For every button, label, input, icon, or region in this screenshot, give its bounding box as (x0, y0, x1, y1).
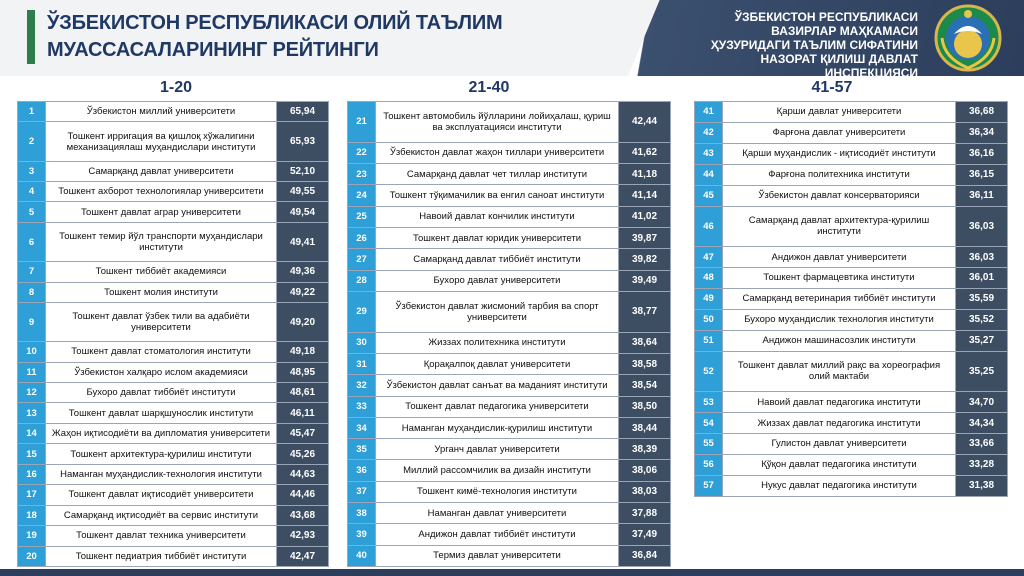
table-row (18, 444, 329, 464)
score-cell: 41,18 (619, 164, 671, 185)
rank-cell: 53 (695, 392, 723, 413)
institution-name: Тошкент давлат ўзбек тили ва адабиёти университети (46, 302, 277, 341)
table-row (18, 464, 329, 484)
table-row (695, 122, 1008, 143)
rank-cell: 24 (348, 185, 376, 206)
score-cell: 52,10 (277, 161, 329, 181)
score-cell: 65,93 (277, 122, 329, 161)
score-cell: 39,49 (619, 270, 671, 291)
institution-name: Тошкент давлат миллий рақс ва хореография олий мактаби (723, 351, 956, 391)
table-row (18, 403, 329, 423)
institution-name: Наманган муҳандислик-технология институти (46, 464, 277, 484)
institution-name: Жаҳон иқтисодиёти ва дипломатия университети (46, 423, 277, 443)
rank-cell: 25 (348, 206, 376, 227)
ranking-table-41-57 (694, 101, 1008, 497)
score-cell: 49,36 (277, 262, 329, 282)
state-emblem-icon (934, 4, 1002, 72)
score-cell: 37,88 (619, 503, 671, 524)
table-row (18, 202, 329, 222)
institution-name: Қўқон давлат педагогика институти (723, 454, 956, 475)
rank-cell: 46 (695, 206, 723, 246)
institution-name: Самарқанд давлат тиббиёт институти (376, 249, 619, 270)
title-accent-bar (27, 10, 35, 64)
rank-cell: 6 (18, 222, 46, 261)
institution-name: Ўзбекистон давлат жисмоний тарбия ва спорт университети (376, 291, 619, 332)
ranking-table-21-40 (347, 101, 671, 567)
rank-cell: 54 (695, 413, 723, 434)
table-row (18, 423, 329, 443)
table-row (695, 330, 1008, 351)
score-cell: 31,38 (956, 475, 1008, 496)
score-cell: 38,58 (619, 354, 671, 375)
score-cell: 34,34 (956, 413, 1008, 434)
institution-name: Ўзбекистон халқаро ислом академияси (46, 362, 277, 382)
rank-cell: 2 (18, 122, 46, 161)
table-row (348, 142, 671, 163)
table-row (348, 439, 671, 460)
table-row (18, 161, 329, 181)
score-cell: 43,68 (277, 505, 329, 525)
score-cell: 38,39 (619, 439, 671, 460)
table-row (695, 454, 1008, 475)
institution-name: Тошкент давлат стоматология институти (46, 342, 277, 362)
rank-cell: 4 (18, 182, 46, 202)
table-row (348, 164, 671, 185)
rank-cell: 41 (695, 102, 723, 123)
institution-name: Самарқанд давлат архитектура-қурилиш институти (723, 206, 956, 246)
institution-name: Бухоро давлат тиббиёт институти (46, 383, 277, 403)
institution-name: Бухоро давлат университети (376, 270, 619, 291)
score-cell: 38,06 (619, 460, 671, 481)
rank-cell: 39 (348, 524, 376, 545)
rank-cell: 44 (695, 164, 723, 185)
rank-cell: 57 (695, 475, 723, 496)
rank-cell: 50 (695, 309, 723, 330)
table-row (18, 122, 329, 161)
rank-cell: 1 (18, 102, 46, 122)
institution-name: Наманган муҳандислик-қурилиш институти (376, 417, 619, 438)
score-cell: 39,82 (619, 249, 671, 270)
institution-name: Ўзбекистон давлат жаҳон тиллари университети (376, 142, 619, 163)
rank-cell: 20 (18, 546, 46, 566)
rank-cell: 52 (695, 351, 723, 391)
score-cell: 38,64 (619, 332, 671, 353)
institution-name: Самарқанд давлат чет тиллар институти (376, 164, 619, 185)
score-cell: 65,94 (277, 102, 329, 122)
table-row (348, 228, 671, 249)
institution-name: Наманган давлат университети (376, 503, 619, 524)
rank-cell: 16 (18, 464, 46, 484)
score-cell: 38,03 (619, 481, 671, 502)
rank-cell: 45 (695, 185, 723, 206)
table-row (18, 222, 329, 261)
table-row (695, 475, 1008, 496)
table-row (695, 206, 1008, 246)
rank-cell: 49 (695, 288, 723, 309)
rank-cell: 19 (18, 526, 46, 546)
table-row (18, 526, 329, 546)
score-cell: 34,70 (956, 392, 1008, 413)
table-row (348, 460, 671, 481)
institution-name: Тошкент тиббиёт академияси (46, 262, 277, 282)
score-cell: 49,20 (277, 302, 329, 341)
rank-cell: 55 (695, 434, 723, 455)
table-row (695, 247, 1008, 268)
score-cell: 49,54 (277, 202, 329, 222)
rank-cell: 21 (348, 102, 376, 143)
rank-cell: 29 (348, 291, 376, 332)
score-cell: 36,16 (956, 143, 1008, 164)
table-row (695, 143, 1008, 164)
score-cell: 33,28 (956, 454, 1008, 475)
table-row (18, 546, 329, 566)
score-cell: 39,87 (619, 228, 671, 249)
institution-name: Тошкент давлат шарқшунослик институти (46, 403, 277, 423)
rank-cell: 7 (18, 262, 46, 282)
table-row (695, 288, 1008, 309)
rank-cell: 3 (18, 161, 46, 181)
page-title: ЎЗБЕКИСТОН РЕСПУБЛИКАСИ ОЛИЙ ТАЪЛИМ МУАССАСАЛАРИНИНГ РЕЙТИНГИ (47, 12, 503, 61)
score-cell: 36,03 (956, 206, 1008, 246)
table-row (695, 392, 1008, 413)
score-cell: 36,34 (956, 122, 1008, 143)
column-heading-1: 1-20 (159, 79, 193, 96)
institution-name: Қарши давлат университети (723, 102, 956, 123)
table-row (18, 302, 329, 341)
score-cell: 45,47 (277, 423, 329, 443)
institution-name: Қарши муҳандислик - иқтисодиёт институти (723, 143, 956, 164)
rank-cell: 40 (348, 545, 376, 566)
institution-name: Тошкент автомобиль йўлларини лойиҳалаш, қуриш ва эксплуатацияси институти (376, 102, 619, 143)
score-cell: 44,46 (277, 485, 329, 505)
rank-cell: 26 (348, 228, 376, 249)
institution-name: Ўзбекистон миллий университети (46, 102, 277, 122)
institution-name: Тошкент ирригация ва қишлоқ хўжалигини механизациялаш муҳандислари институти (46, 122, 277, 161)
column-heading-2: 21-40 (468, 79, 510, 96)
table-row (348, 206, 671, 227)
institution-name: Тошкент архитектура-қурилиш институти (46, 444, 277, 464)
rank-cell: 51 (695, 330, 723, 351)
rank-cell: 17 (18, 485, 46, 505)
rank-cell: 34 (348, 417, 376, 438)
score-cell: 37,49 (619, 524, 671, 545)
rank-cell: 35 (348, 439, 376, 460)
institution-name: Тошкент фармацевтика институти (723, 268, 956, 289)
institution-name: Тошкент давлат юридик университети (376, 228, 619, 249)
table-row (348, 102, 671, 143)
institution-name: Миллий рассомчилик ва дизайн институти (376, 460, 619, 481)
score-cell: 44,63 (277, 464, 329, 484)
institution-name: Самарқанд иқтисодиёт ва сервис институти (46, 505, 277, 525)
score-cell: 36,03 (956, 247, 1008, 268)
score-cell: 42,93 (277, 526, 329, 546)
institution-name: Тошкент давлат педагогика университети (376, 396, 619, 417)
table-row (348, 481, 671, 502)
rank-cell: 18 (18, 505, 46, 525)
score-cell: 36,68 (956, 102, 1008, 123)
table-row (348, 396, 671, 417)
score-cell: 42,47 (277, 546, 329, 566)
score-cell: 49,22 (277, 282, 329, 302)
rank-cell: 13 (18, 403, 46, 423)
score-cell: 38,77 (619, 291, 671, 332)
score-cell: 41,02 (619, 206, 671, 227)
table-row (18, 282, 329, 302)
table-row (348, 545, 671, 566)
rank-cell: 27 (348, 249, 376, 270)
rank-cell: 10 (18, 342, 46, 362)
rank-cell: 9 (18, 302, 46, 341)
table-row (348, 185, 671, 206)
score-cell: 33,66 (956, 434, 1008, 455)
table-row (18, 262, 329, 282)
institution-name: Тошкент темир йўл транспорти муҳандислари институти (46, 222, 277, 261)
score-cell: 48,61 (277, 383, 329, 403)
table-row (18, 383, 329, 403)
institution-name: Навоий давлат кончилик институти (376, 206, 619, 227)
score-cell: 35,25 (956, 351, 1008, 391)
score-cell: 38,54 (619, 375, 671, 396)
footer-band (0, 569, 1024, 576)
institution-name: Гулистон давлат университети (723, 434, 956, 455)
institution-name: Фарғона давлат университети (723, 122, 956, 143)
rank-cell: 38 (348, 503, 376, 524)
rank-cell: 12 (18, 383, 46, 403)
table-row (348, 291, 671, 332)
institution-name: Тошкент ахборот технологиялар университети (46, 182, 277, 202)
table-row (695, 185, 1008, 206)
score-cell: 38,44 (619, 417, 671, 438)
table-row (18, 342, 329, 362)
score-cell: 48,95 (277, 362, 329, 382)
rank-cell: 42 (695, 122, 723, 143)
agency-name: ЎЗБЕКИСТОН РЕСПУБЛИКАСИ ВАЗИРЛАР МАҲКАМАСИ ҲУЗУРИДАГИ ТАЪЛИМ СИФАТИНИ НАЗОРАТ ҚИЛИШ ДАВЛАТ ИНСПЕКЦИЯСИ (710, 10, 918, 80)
score-cell: 35,52 (956, 309, 1008, 330)
rank-cell: 43 (695, 143, 723, 164)
institution-name: Андижон давлат университети (723, 247, 956, 268)
table-row (348, 417, 671, 438)
rank-cell: 8 (18, 282, 46, 302)
rank-cell: 15 (18, 444, 46, 464)
rank-cell: 56 (695, 454, 723, 475)
score-cell: 36,84 (619, 545, 671, 566)
table-row (695, 268, 1008, 289)
rank-cell: 11 (18, 362, 46, 382)
score-cell: 41,62 (619, 142, 671, 163)
table-row (348, 503, 671, 524)
score-cell: 45,26 (277, 444, 329, 464)
institution-name: Тошкент молия институти (46, 282, 277, 302)
rank-cell: 14 (18, 423, 46, 443)
score-cell: 36,11 (956, 185, 1008, 206)
rank-cell: 22 (348, 142, 376, 163)
rank-cell: 37 (348, 481, 376, 502)
table-row (18, 505, 329, 525)
institution-name: Андижон давлат тиббиёт институти (376, 524, 619, 545)
rank-cell: 32 (348, 375, 376, 396)
institution-name: Тошкент давлат техника университети (46, 526, 277, 546)
table-row (348, 332, 671, 353)
institution-name: Термиз давлат университети (376, 545, 619, 566)
institution-name: Тошкент педиатрия тиббиёт институти (46, 546, 277, 566)
score-cell: 49,18 (277, 342, 329, 362)
table-row (695, 413, 1008, 434)
institution-name: Андижон машинасозлик институти (723, 330, 956, 351)
table-row (695, 434, 1008, 455)
column-heading-3: 41-57 (811, 79, 853, 96)
table-row (695, 309, 1008, 330)
table-row (18, 362, 329, 382)
table-row (695, 164, 1008, 185)
table-row (348, 354, 671, 375)
table-row (348, 270, 671, 291)
institution-name: Қорақалпоқ давлат университети (376, 354, 619, 375)
table-row (18, 182, 329, 202)
score-cell: 41,14 (619, 185, 671, 206)
table-row (348, 375, 671, 396)
ranking-table-1-20 (17, 101, 329, 567)
institution-name: Самарқанд ветеринария тиббиёт институти (723, 288, 956, 309)
table-row (18, 102, 329, 122)
score-cell: 49,41 (277, 222, 329, 261)
score-cell: 36,01 (956, 268, 1008, 289)
rank-cell: 28 (348, 270, 376, 291)
institution-name: Тошкент тўқимачилик ва енгил саноат институти (376, 185, 619, 206)
score-cell: 49,55 (277, 182, 329, 202)
institution-name: Жиззах давлат педагогика институти (723, 413, 956, 434)
table-row (18, 485, 329, 505)
rank-cell: 36 (348, 460, 376, 481)
table-row (348, 524, 671, 545)
score-cell: 38,50 (619, 396, 671, 417)
institution-name: Урганч давлат университети (376, 439, 619, 460)
table-row (695, 102, 1008, 123)
rank-cell: 31 (348, 354, 376, 375)
score-cell: 46,11 (277, 403, 329, 423)
rank-cell: 47 (695, 247, 723, 268)
institution-name: Тошкент кимё-технология институти (376, 481, 619, 502)
rank-cell: 5 (18, 202, 46, 222)
institution-name: Ўзбекистон давлат санъат ва маданият институти (376, 375, 619, 396)
score-cell: 36,15 (956, 164, 1008, 185)
institution-name: Ўзбекистон давлат консерваторияси (723, 185, 956, 206)
institution-name: Навоий давлат педагогика институти (723, 392, 956, 413)
rank-cell: 23 (348, 164, 376, 185)
institution-name: Жиззах политехника институти (376, 332, 619, 353)
table-row (348, 249, 671, 270)
institution-name: Самарқанд давлат университети (46, 161, 277, 181)
institution-name: Тошкент давлат аграр университети (46, 202, 277, 222)
score-cell: 35,59 (956, 288, 1008, 309)
score-cell: 42,44 (619, 102, 671, 143)
rank-cell: 48 (695, 268, 723, 289)
score-cell: 35,27 (956, 330, 1008, 351)
institution-name: Бухоро муҳандислик технология институти (723, 309, 956, 330)
rank-cell: 30 (348, 332, 376, 353)
institution-name: Нукус давлат педагогика институти (723, 475, 956, 496)
table-row (695, 351, 1008, 391)
institution-name: Фарғона политехника институти (723, 164, 956, 185)
institution-name: Тошкент давлат иқтисодиёт университети (46, 485, 277, 505)
rank-cell: 33 (348, 396, 376, 417)
